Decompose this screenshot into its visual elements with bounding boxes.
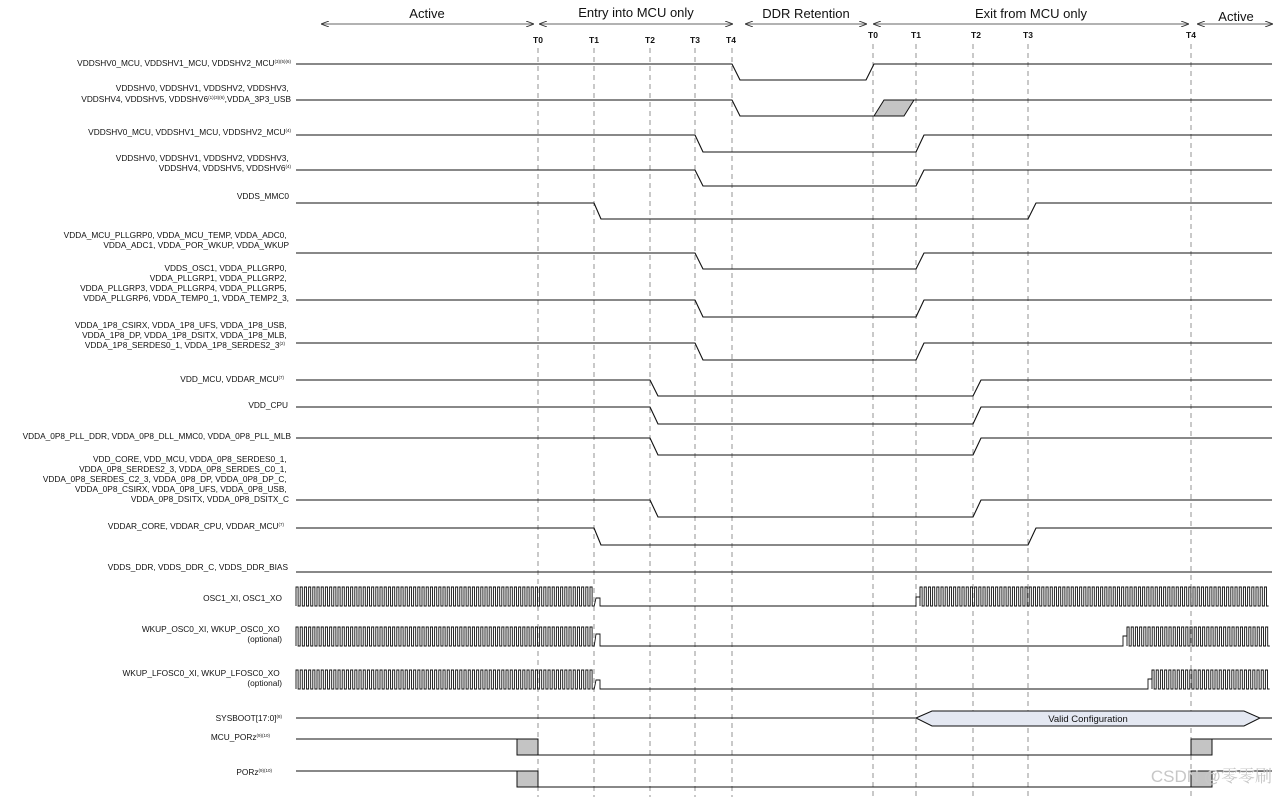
time-marker: T1 — [589, 35, 599, 45]
waveform — [296, 438, 1272, 455]
time-marker: T0 — [868, 30, 878, 40]
waveform — [296, 203, 1272, 219]
signal-label-vdd-core: VDD_CORE, VDD_MCU, VDDA_0P8_SERDES0_1, VDDA_0P8_SERDES2_3, VDDA_0P8_SERDES_C0_1, VDDA_0P8_SERDES_C2_3, VDDA_0P8_DP, VDDA_0P8_DP_C, VDDA_0P8_CSIRX, VDDA_0P8_UFS, VDDA_0P8_USB, VDDA_0P8_DSITX, VDDA_0P8_DSITX_C — [42, 454, 289, 504]
signal-label-wkup-lfosc0: WKUP_LFOSC0_XI, WKUP_LFOSC0_XO (optional) — [122, 668, 282, 688]
signal-label-vdd-cpu: VDD_CPU — [248, 400, 288, 410]
clock-waveforms — [296, 587, 1270, 689]
signal-label-sysboot: SYSBOOT[17:0]$^{(8)}$ — [215, 713, 282, 723]
reset-pulse — [517, 771, 538, 787]
clock-waveform — [1127, 627, 1270, 646]
signal-label-vdda-0p8-pll: VDDA_0P8_PLL_DDR, VDDA_0P8_DLL_MMC0, VDDA_0P8_PLL_MLB — [22, 431, 291, 441]
signal-label-vdd-mcu: VDD_MCU, VDDAR_MCU$^{(7)}$ — [180, 374, 284, 384]
waveform — [296, 343, 1272, 360]
signal-label-vdda-1p8: VDDA_1P8_CSIRX, VDDA_1P8_UFS, VDDA_1P8_USB, VDDA_1P8_DP, VDDA_1P8_DSITX, VDDA_1P8_MLB, VDDA_1P8_SERDES0_1, VDDA_1P8_SERDES2_3$^{(2)}$ — [75, 320, 287, 350]
signal-label-osc1: OSC1_XI, OSC1_XO — [203, 593, 282, 603]
signal-label-vddshv-core: VDDSHV0, VDDSHV1, VDDSHV2, VDDSHV3, VDDSHV4, VDDSHV5, VDDSHV6$^{(4)}$ — [115, 153, 291, 173]
watermark: CSDN @零零刷 — [1150, 767, 1272, 786]
clock-waveform — [296, 670, 1152, 689]
phase-label-ddr-retention: DDR Retention — [762, 6, 850, 21]
phase-label-active: Active — [409, 6, 445, 21]
clock-waveform — [920, 587, 1269, 606]
waveforms — [296, 64, 1272, 572]
time-marker: T0 — [533, 35, 543, 45]
signal-label-vddshv-mcu-core: VDDSHV0_MCU, VDDSHV1_MCU, VDDSHV2_MCU$^{(4)}$ — [88, 127, 291, 137]
reset-pulse — [1191, 739, 1212, 755]
waveform — [296, 64, 1272, 80]
phase-bar — [322, 5, 1272, 24]
time-guides — [538, 44, 1191, 797]
time-marker: T1 — [911, 30, 921, 40]
transition-region — [874, 100, 914, 116]
waveform — [296, 407, 1272, 424]
time-marker: T3 — [690, 35, 700, 45]
waveform — [296, 253, 1272, 269]
signal-labels — [23, 58, 292, 777]
porz-wave — [296, 771, 1272, 787]
sysboot-value-label: Valid Configuration — [1048, 714, 1128, 725]
reset-pulse — [517, 739, 538, 755]
phase-label-active-end: Active — [1218, 9, 1254, 24]
time-markers — [533, 30, 1196, 45]
signal-label-wkup-osc0: WKUP_OSC0_XI, WKUP_OSC0_XO (optional) — [141, 624, 282, 644]
waveform — [296, 500, 1272, 517]
signal-label-mcu-porz: MCU_PORz$^{(9)(10)}$ — [210, 732, 270, 742]
signal-label-vdds-ddr: VDDS_DDR, VDDS_DDR_C, VDDS_DDR_BIAS — [107, 562, 288, 572]
time-marker: T2 — [971, 30, 981, 40]
waveform — [296, 528, 1272, 545]
waveform — [296, 300, 1272, 317]
waveform — [296, 380, 1272, 396]
clock-waveform — [296, 627, 1127, 646]
signal-label-porz: PORz$^{(9)(10)}$ — [236, 767, 272, 777]
signal-label-vddar-core: VDDAR_CORE, VDDAR_CPU, VDDAR_MCU$^{(7)}$ — [107, 521, 284, 531]
time-marker: T2 — [645, 35, 655, 45]
sysboot-bus — [296, 711, 1272, 726]
waveform — [296, 170, 1272, 186]
phase-label-entry: Entry into MCU only — [578, 5, 694, 20]
signal-label-vdds-mmc0: VDDS_MMC0 — [236, 191, 289, 201]
time-marker: T4 — [1186, 30, 1196, 40]
time-marker: T4 — [726, 35, 736, 45]
clock-waveform — [296, 587, 920, 606]
signal-label-vdda-mcu-analog: VDDA_MCU_PLLGRP0, VDDA_MCU_TEMP, VDDA_ADC0, VDDA_ADC1, VDDA_POR_WKUP, VDDA_WKUP — [63, 230, 289, 250]
mcu-porz-wave — [296, 739, 1272, 755]
clock-waveform — [1152, 670, 1270, 689]
signal-label-vddshv-mcu-io: VDDSHV0_MCU, VDDSHV1_MCU, $VDDSHV2\_MCU^{(3)(5)(6)}$ — [77, 58, 291, 68]
phase-label-exit: Exit from MCU only — [975, 6, 1087, 21]
waveform — [296, 100, 874, 116]
time-marker: T3 — [1023, 30, 1033, 40]
waveform — [296, 135, 1272, 152]
signal-label-vdda-pll-group: VDDS_OSC1, VDDA_PLLGRP0, VDDA_PLLGRP1, VDDA_PLLGRP2, VDDA_PLLGRP3, VDDA_PLLGRP4, VDDA_PLLGRP5, VDDA_PLLGRP6, VDDA_TEMP0_1, VDDA_TEMP2_3, — [80, 263, 289, 303]
signal-label-vddshv-io: VDDSHV0, VDDSHV1, VDDSHV2, VDDSHV3, VDDSHV4, VDDSHV5, $VDDSHV6^{(1)(3)(6)},VDDA\_3P3\_USB$ — [81, 83, 291, 104]
